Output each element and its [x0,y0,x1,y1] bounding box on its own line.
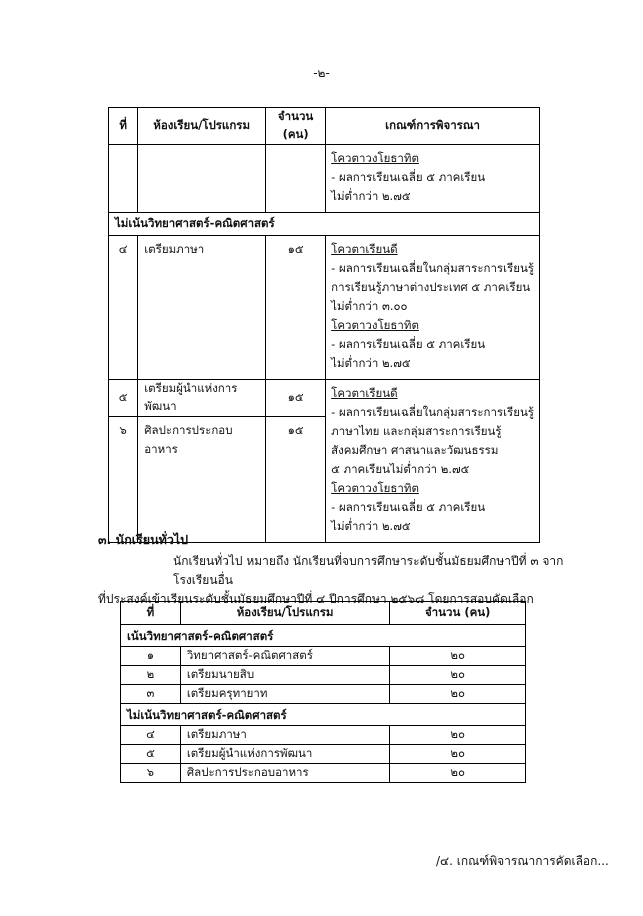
criteria-cell [326,145,540,213]
table-header-row [109,108,540,145]
criteria-line: ภาษาไทย และกลุ่มสาระการเรียนรู้ [331,424,502,438]
criteria-cell [326,380,540,543]
header-program: ห้องเรียน/โปรแกรม [138,108,266,145]
program-cell [138,145,266,213]
number-cell: ๕ [109,380,138,417]
page-number: -๒- [313,66,330,80]
header-count: จำนวน (คน) [390,602,526,625]
number-cell [109,145,138,213]
criteria-line: โควตาเรียนดี [331,242,398,256]
count-cell: ๒๐ [390,726,526,745]
criteria-line: การเรียนรู้ภาษาต่างประเทศ ๕ ภาคเรียน [331,280,531,294]
section-heading: ๓. นักเรียนทั่วไป [98,532,189,547]
program-cell: เตรียมผู้นำแห่งการพัฒนา [180,745,389,764]
criteria-line: โควตาวงโยธาทิต [331,318,419,332]
header-criteria: เกณฑ์การพิจารณา [326,108,540,145]
paragraph-line: ที่ประสงค์เข้าเรียนระดับชั้นมัธยมศึกษาปีที่ ๔ ปีการศึกษา ๒๕๖๘ โดยการสอบคัดเลือก [98,592,534,606]
program-cell: วิทยาศาสตร์-คณิตศาสตร์ [180,647,389,666]
section-label: เน้นวิทยาศาสตร์-คณิตศาสตร์ [121,625,526,647]
number-cell: ๒ [121,666,181,685]
table-row [109,236,540,380]
section-row [121,625,526,647]
criteria-cell [326,236,540,380]
quota-criteria-table [108,107,540,543]
criteria-line: ๕ ภาคเรียนไม่ต่ำกว่า ๒.๗๕ [331,462,470,476]
count-cell: ๒๐ [390,745,526,764]
number-cell: ๔ [109,236,138,380]
criteria-line: - ผลการเรียนเฉลี่ยในกลุ่มสาระการเรียนรู้ [331,261,534,275]
count-cell [266,145,326,213]
program-cell: เตรียมภาษา [180,726,389,745]
table-row [121,764,526,783]
number-cell: ๑ [121,647,181,666]
section-label: ไม่เน้นวิทยาศาสตร์-คณิตศาสตร์ [121,704,526,726]
criteria-line: ไม่ต่ำกว่า ๒.๗๕ [331,356,411,370]
criteria-line: โควตาเรียนดี [331,386,398,400]
program-cell: ศิลปะการประกอบอาหาร [180,764,389,783]
table-row [121,726,526,745]
program-cell: เตรียมภาษา [138,236,266,380]
program-cell: ศิลปะการประกอบอาหาร [138,417,266,543]
criteria-line: ไม่ต่ำกว่า ๒.๗๕ [331,519,411,533]
continuation-note: /๔. เกณฑ์พิจารณาการคัดเลือก... [436,854,609,868]
count-cell: ๑๕ [266,380,326,417]
table-header-row [121,602,526,625]
number-cell: ๖ [109,417,138,543]
number-cell: ๔ [121,726,181,745]
count-cell: ๒๐ [390,647,526,666]
section-label: ไม่เน้นวิทยาศาสตร์-คณิตศาสตร์ [109,213,540,236]
criteria-line: ไม่ต่ำกว่า ๓.๐๐ [331,299,408,313]
criteria-line: - ผลการเรียนเฉลี่ยในกลุ่มสาระการเรียนรู้ [331,405,534,419]
criteria-line: สังคมศึกษา ศาสนาและวัฒนธรรม [331,443,499,457]
criteria-line: โควตาวงโยธาทิต [331,481,419,495]
criteria-line: - ผลการเรียนเฉลี่ย ๕ ภาคเรียน [331,337,486,351]
table-row [109,145,540,213]
count-cell: ๒๐ [390,764,526,783]
table-row [121,647,526,666]
number-cell: ๖ [121,764,181,783]
program-cell: เตรียมครุทายาท [180,685,389,704]
table-row [121,685,526,704]
table-row [109,380,540,417]
table-row [121,666,526,685]
criteria-line: โควตาวงโยธาทิต [331,151,419,165]
criteria-line: ไม่ต่ำกว่า ๒.๗๕ [331,189,411,203]
header-count: จำนวน (คน) [266,108,326,145]
header-number: ที่ [109,108,138,145]
count-cell: ๑๕ [266,236,326,380]
general-students-table [120,601,526,783]
table-row [121,745,526,764]
header-program: ห้องเรียน/โปรแกรม [180,602,389,625]
header-number: ที่ [121,602,181,625]
program-cell: เตรียมผู้นำแห่งการพัฒนา [138,380,266,417]
criteria-line: - ผลการเรียนเฉลี่ย ๕ ภาคเรียน [331,500,486,514]
program-cell: เตรียมนายสิบ [180,666,389,685]
section-row [109,213,540,236]
count-cell: ๒๐ [390,685,526,704]
count-cell: ๒๐ [390,666,526,685]
number-cell: ๕ [121,745,181,764]
criteria-line: - ผลการเรียนเฉลี่ย ๕ ภาคเรียน [331,170,486,184]
count-cell: ๑๕ [266,417,326,543]
section-row [121,704,526,726]
paragraph-line: นักเรียนทั่วไป หมายถึง นักเรียนที่จบการศึกษาระดับชั้นมัธยมศึกษาปีที่ ๓ จากโรงเรียนอื่น [173,554,564,587]
number-cell: ๓ [121,685,181,704]
